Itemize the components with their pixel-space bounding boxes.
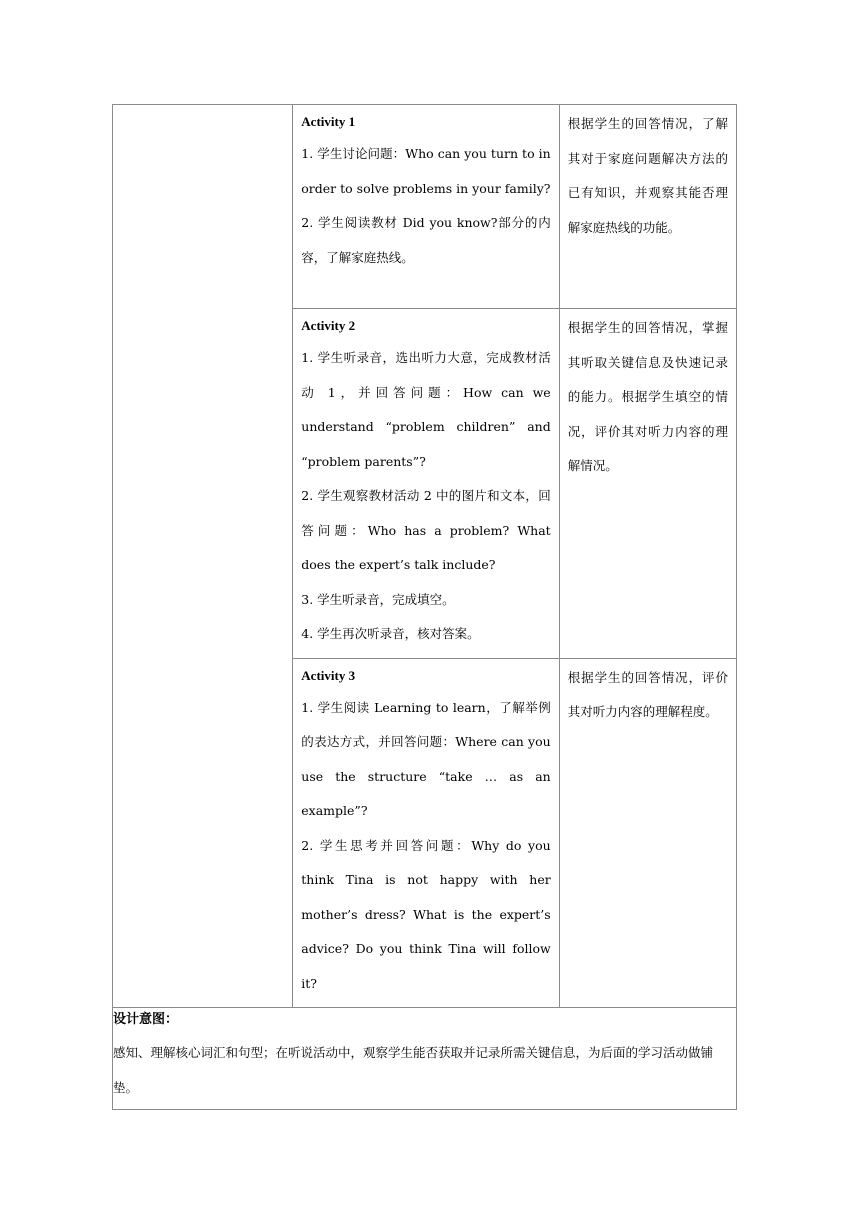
design-intent-row (113, 1008, 737, 1110)
activity-row-1 (113, 105, 737, 309)
stage-cell-empty (113, 105, 293, 1008)
design-intent-title: 设计意图： (113, 1012, 179, 1027)
activity-1-title: Activity 1 (301, 114, 356, 129)
assessment-3-text: 根据学生的回答情况，评价其对听力内容的理解程度。 (567, 669, 728, 719)
activity-1-line-2: 2. 学生阅读教材 Did you know?部分的内容，了解家庭热线。 (301, 215, 551, 265)
lesson-plan-table (112, 104, 737, 1110)
activity-1-line-1: 1. 学生讨论问题：Who can you turn to in order to solve problems in your family? (301, 146, 551, 196)
lesson-plan-table-wrapper (112, 104, 737, 1110)
activity-3-title: Activity 3 (301, 667, 356, 683)
activity-3-cell (293, 658, 559, 1008)
design-intent-text: 感知、理解核心词汇和句型；在听说活动中，观察学生能否获取并记录所需关键信息，为后面的学习活动做铺垫。 (113, 1045, 714, 1095)
assessment-2-cell (559, 309, 736, 659)
activity-1-cell (293, 105, 559, 309)
design-intent-cell (113, 1008, 737, 1110)
assessment-1-text: 根据学生的回答情况，了解其对于家庭问题解决方法的已有知识，并观察其能否理解家庭热线的功能。 (567, 116, 728, 235)
activity-2-line-4: 4. 学生再次听录音，核对答案。 (301, 626, 480, 641)
activity-2-line-2: 2. 学生观察教材活动 2 中的图片和文本，回答问题：Who has a problem? What does the expert’s talk include? (301, 488, 551, 572)
activity-2-cell (293, 309, 559, 659)
activity-3-line-1: 1. 学生阅读 Learning to learn，了解举例的表达方式，并回答问题：Where can you use the structure “take … as an example”? (301, 699, 551, 818)
assessment-1-cell (559, 105, 736, 309)
assessment-2-text: 根据学生的回答情况，掌握其听取关键信息及快速记录的能力。根据学生填空的情况，评价其对听力内容的理解情况。 (567, 320, 728, 473)
activity-2-line-3: 3. 学生听录音，完成填空。 (301, 591, 455, 607)
assessment-3-cell (559, 658, 736, 1008)
activity-3-line-2: 2. 学生思考并回答问题：Why do you think Tina is not happy with her mother’s dress? What is the expert’s advice? Do you think Tina will follow it? (301, 837, 551, 991)
activity-2-title: Activity 2 (301, 318, 356, 333)
activity-2-line-1: 1. 学生听录音，选出听力大意，完成教材活动 1，并回答问题：How can we understand “problem children” and “problem parents”? (301, 350, 551, 469)
